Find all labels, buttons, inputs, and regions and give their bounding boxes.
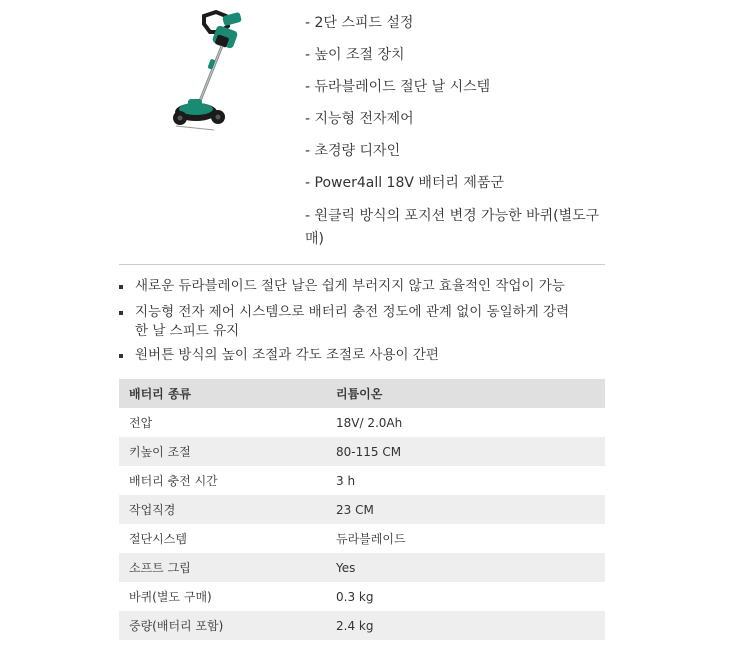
spec-value: Yes bbox=[336, 560, 356, 575]
product-image bbox=[168, 6, 252, 138]
bullet-icon bbox=[119, 311, 123, 315]
spec-label: 전압 bbox=[129, 416, 153, 430]
bullet-icon bbox=[119, 354, 123, 358]
table-row bbox=[119, 437, 605, 466]
spec-value: 80-115 CM bbox=[336, 444, 402, 459]
spec-label: 배터리 충전 시간 bbox=[129, 474, 218, 488]
spec-value: 0.3 kg bbox=[336, 589, 374, 604]
table-row bbox=[119, 408, 605, 437]
spec-label: 작업직경 bbox=[129, 503, 176, 517]
spec-label: 중량(배터리 포함) bbox=[129, 619, 224, 633]
benefit-text: 지능형 전자 제어 시스템으로 배터리 충전 정도에 관계 없이 동일하게 강력 bbox=[135, 304, 570, 320]
spec-value: 2.4 kg bbox=[336, 618, 374, 633]
feature-item: - 원클릭 방식의 포지션 변경 가능한 바퀴(별도구 bbox=[305, 208, 600, 224]
table-header-row bbox=[119, 379, 605, 408]
feature-item: - 듀라블레이드 절단 날 시스템 bbox=[305, 79, 491, 95]
table-row bbox=[119, 553, 605, 582]
bullet-icon bbox=[119, 285, 123, 289]
spec-label: 절단시스템 bbox=[129, 532, 187, 546]
benefit-item bbox=[119, 346, 605, 365]
feature-item: - 2단 스피드 설정 bbox=[305, 15, 414, 31]
feature-item: 매) bbox=[305, 231, 324, 247]
table-row bbox=[119, 582, 605, 611]
table-row bbox=[119, 611, 605, 640]
table-row bbox=[119, 466, 605, 495]
grass-trimmer-icon bbox=[168, 6, 252, 138]
feature-item: - 높이 조절 장치 bbox=[305, 47, 405, 63]
spec-value: 18V/ 2.0Ah bbox=[336, 415, 403, 430]
section-divider bbox=[119, 264, 605, 265]
benefit-item bbox=[119, 277, 605, 296]
benefit-text: 원버튼 방식의 높이 조절과 각도 조절로 사용이 간편 bbox=[135, 347, 439, 363]
table-header-value: 리튬이온 bbox=[336, 387, 383, 401]
feature-item: - 지능형 전자제어 bbox=[305, 111, 414, 127]
spec-table bbox=[119, 379, 605, 640]
feature-item: - 초경량 디자인 bbox=[305, 143, 401, 159]
feature-item: - Power4all 18V 배터리 제품군 bbox=[305, 175, 504, 191]
spec-label: 바퀴(별도 구매) bbox=[129, 590, 212, 604]
spec-label: 소프트 그립 bbox=[129, 561, 191, 575]
spec-value: 23 CM bbox=[336, 502, 374, 517]
table-row bbox=[119, 495, 605, 524]
spec-value: 듀라블레이드 bbox=[336, 532, 406, 546]
table-header-label: 배터리 종류 bbox=[129, 387, 192, 401]
spec-value: 3 h bbox=[336, 473, 356, 488]
benefit-text-continued: 한 날 스피드 유지 bbox=[135, 323, 240, 339]
spec-label: 키높이 조절 bbox=[129, 445, 191, 459]
benefit-item bbox=[119, 303, 605, 341]
benefit-text: 새로운 듀라블레이드 절단 날은 쉽게 부러지지 않고 효율적인 작업이 가능 bbox=[135, 278, 565, 294]
table-row bbox=[119, 524, 605, 553]
